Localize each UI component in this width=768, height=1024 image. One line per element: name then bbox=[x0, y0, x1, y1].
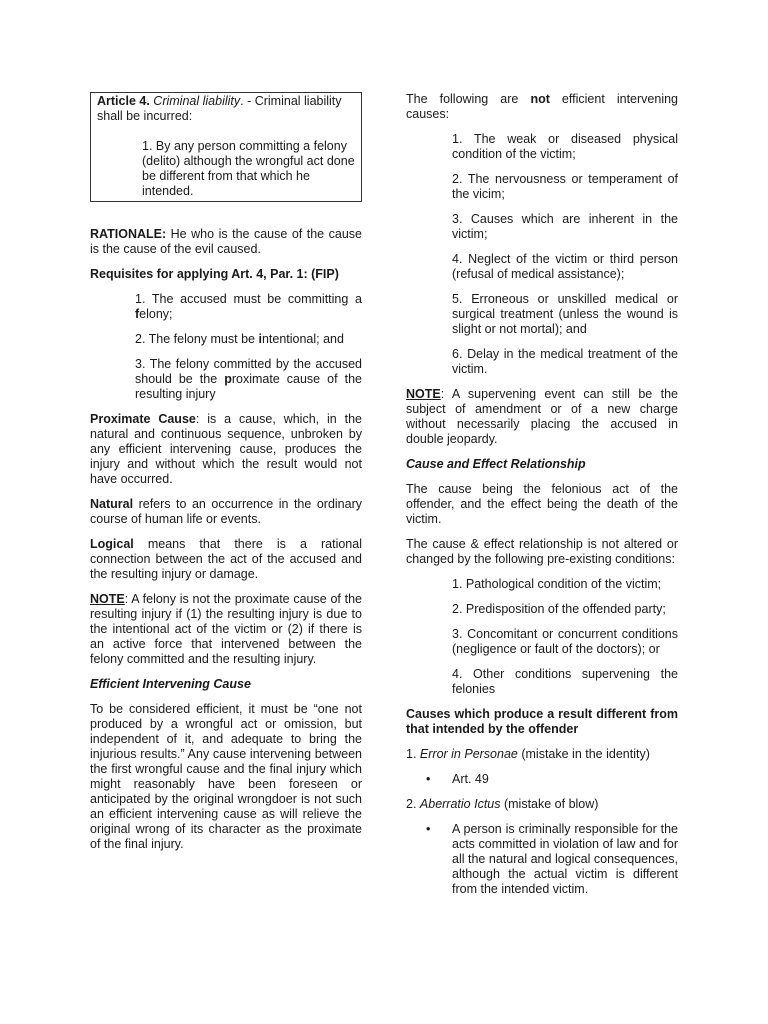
not-efficient-item: 5. Erroneous or unskilled medical or surgical treatment (unless the wound is slight or not mortal); and bbox=[452, 292, 678, 336]
natural-definition: Natural refers to an occurrence in the ordinary course of human life or events. bbox=[90, 497, 362, 526]
proximate-cause-definition: Proximate Cause: is a cause, which, in the natural and continuous sequence, unbroken by any efficient intervening cause, produces the injury and without which the result would not have occurred. bbox=[90, 412, 363, 486]
article-4-item: 1. By any person committing a felony (delito) although the wrongful act done be different from that which he intended. bbox=[142, 139, 355, 198]
bullet-item: • Art. 49 bbox=[426, 772, 489, 786]
rationale-paragraph: RATIONALE: He who is the cause of the cause is the cause of the evil caused. bbox=[90, 227, 362, 256]
logical-definition: Logical means that there is a rational connection between the act of the accused and the resulting injury or damage. bbox=[90, 537, 362, 581]
condition-item: 1. Pathological condition of the victim; bbox=[452, 577, 662, 591]
requisite-item: 1. The accused must be committing a felony; bbox=[135, 292, 362, 321]
different-result-heading: Causes which produce a result different from that intended by the offender bbox=[406, 707, 678, 736]
article-4-box bbox=[90, 92, 362, 202]
requisite-item: 3. The felony committed by the accused should be the proximate cause of the resulting injury bbox=[135, 357, 362, 401]
bullet-item: • A person is criminally responsible for the acts committed in violation of law and for all the natural and logical consequences, although the actual victim is different from the intended victim. bbox=[426, 822, 678, 896]
error-in-personae: 1. Error in Personae (mistake in the identity) bbox=[406, 747, 650, 761]
not-efficient-item: 1. The weak or diseased physical condition of the victim; bbox=[452, 132, 678, 161]
not-efficient-item: 6. Delay in the medical treatment of the victim. bbox=[452, 347, 678, 376]
cause-effect-text: The cause being the felonious act of the offender, and the effect being the death of the victim. bbox=[406, 482, 678, 526]
not-efficient-item: 2. The nervousness or temperament of the vicim; bbox=[452, 172, 678, 201]
condition-item: 2. Predisposition of the offended party; bbox=[452, 602, 666, 616]
not-efficient-item: 4. Neglect of the victim or third person (refusal of medical assistance); bbox=[452, 252, 678, 281]
bullet-icon: • bbox=[426, 772, 431, 786]
supervening-note: NOTE: A supervening event can still be the subject of amendment or of a new charge without necessarily placing the accused in double jeopardy. bbox=[406, 387, 678, 446]
aberratio-ictus: 2. Aberratio Ictus (mistake of blow) bbox=[406, 797, 599, 811]
efficient-intervening-cause-heading: Efficient Intervening Cause bbox=[90, 677, 251, 691]
left-column bbox=[90, 92, 362, 862]
not-efficient-item: 3. Causes which are inherent in the victim; bbox=[452, 212, 678, 241]
right-column bbox=[406, 92, 678, 907]
condition-item: 3. Concomitant or concurrent conditions (negligence or fault of the doctors); or bbox=[452, 627, 678, 656]
cause-effect-heading: Cause and Effect Relationship bbox=[406, 457, 586, 471]
article-4-title: Article 4. Criminal liability. - Criminal liability shall be incurred: bbox=[97, 94, 342, 123]
requisites-heading: Requisites for applying Art. 4, Par. 1: (FIP) bbox=[90, 267, 339, 281]
not-efficient-intro: The following are not efficient intervening causes: bbox=[406, 92, 678, 121]
efficient-intervening-cause-text: To be considered efficient, it must be “one not produced by a wrongful act or omission, but independent of it, and adequate to bring the injurious results.” Any cause intervening between the first wrongful cause and the final injury which might reasonably have been foreseen or anticipated by the original wrongdoer is not such an efficient intervening cause as will relieve the original wrong of its character as the proximate of the final injury. bbox=[90, 702, 362, 851]
note-paragraph: NOTE: A felony is not the proximate cause of the resulting injury if (1) the resulting injury is due to the intentional act of the victim or (2) if there is an active force that intervened between the felony committed and the resulting injury. bbox=[90, 592, 362, 666]
cause-effect-intro: The cause & effect relationship is not altered or changed by the following pre-existing conditions: bbox=[406, 537, 678, 566]
bullet-icon: • bbox=[426, 822, 431, 836]
condition-item: 4. Other conditions supervening the felonies bbox=[452, 667, 678, 696]
requisite-item: 2. The felony must be intentional; and bbox=[135, 332, 344, 346]
